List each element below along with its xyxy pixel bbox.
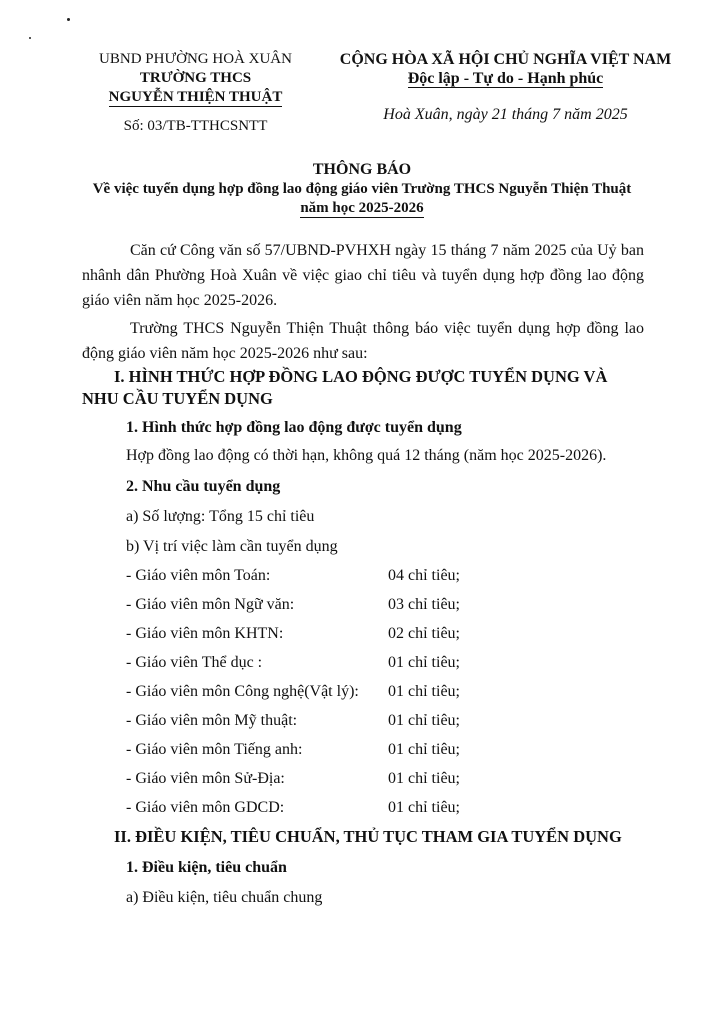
position-name: - Giáo viên môn Mỹ thuật: bbox=[126, 712, 298, 729]
position-quota: 01 chỉ tiêu; bbox=[388, 683, 460, 700]
scan-speck bbox=[29, 37, 31, 39]
nation-name: CỘNG HÒA XÃ HỘI CHỦ NGHĨA VIỆT NAM bbox=[339, 51, 672, 68]
position-name: - Giáo viên môn GDCD: bbox=[126, 799, 285, 816]
positions-label: b) Vị trí việc làm cần tuyển dụng bbox=[126, 538, 338, 555]
position-quota: 03 chỉ tiêu; bbox=[388, 596, 460, 613]
section-1-heading bbox=[82, 366, 644, 410]
heading-text: 1. Hình thức hợp đồng lao động được tuyển dụng bbox=[126, 419, 462, 436]
position-row bbox=[126, 711, 460, 731]
position-name: - Giáo viên môn Tiếng anh: bbox=[126, 741, 303, 758]
position-quota: 02 chỉ tiêu; bbox=[388, 625, 460, 642]
paragraph-announcement bbox=[82, 316, 644, 366]
paragraph-basis bbox=[82, 238, 644, 313]
school-name-line1: TRƯỜNG THCS bbox=[139, 70, 252, 86]
section-2-heading bbox=[82, 826, 644, 848]
paragraph-text: Trường THCS Nguyễn Thiện Thuật thông báo việc tuyển dụng hợp đồng lao động giáo viên năm học 2025-2026 như sau: bbox=[82, 320, 644, 362]
notice-title-block bbox=[40, 160, 684, 218]
heading-text: II. ĐIỀU KIỆN, TIÊU CHUẨN, THỦ TỤC THAM GIA TUYỂN DỤNG bbox=[114, 827, 622, 846]
section-1-1-heading bbox=[82, 417, 644, 439]
position-row bbox=[126, 769, 460, 789]
contract-type-text: Hợp đồng lao động có thời hạn, không quá 12 tháng (năm học 2025-2026). bbox=[126, 447, 607, 464]
authority-name: UBND PHƯỜNG HOÀ XUÂN bbox=[99, 51, 292, 67]
quantity-text: a) Số lượng: Tổng 15 chỉ tiêu bbox=[126, 508, 315, 525]
paragraph-text: Căn cứ Công văn số 57/UBND-PVHXH ngày 15 tháng 7 năm 2025 của Uỷ ban nhânh dân Phường Hoà Xuân về việc giao chỉ tiêu và tuyển dụng hợp đồng lao động giáo viên năm học 2025-2026. bbox=[82, 242, 644, 309]
notice-title: THÔNG BÁO bbox=[312, 161, 412, 178]
school-name-line2: NGUYỄN THIỆN THUẬT bbox=[108, 89, 283, 105]
heading-text: 1. Điều kiện, tiêu chuẩn bbox=[126, 859, 287, 876]
position-quota: 04 chỉ tiêu; bbox=[388, 567, 460, 584]
position-row bbox=[126, 682, 460, 702]
position-name: - Giáo viên môn Sử-Địa: bbox=[126, 770, 285, 787]
issuer-block bbox=[78, 50, 313, 136]
section-1-2-heading bbox=[82, 476, 644, 498]
position-row bbox=[126, 595, 460, 615]
general-conditions-label: a) Điều kiện, tiêu chuẩn chung bbox=[126, 889, 323, 906]
position-row bbox=[126, 624, 460, 644]
position-name: - Giáo viên môn Công nghệ(Vật lý): bbox=[126, 683, 359, 700]
position-quota: 01 chỉ tiêu; bbox=[388, 741, 460, 758]
heading-text: 2. Nhu cầu tuyển dụng bbox=[126, 478, 281, 495]
position-row bbox=[126, 798, 460, 818]
position-quota: 01 chỉ tiêu; bbox=[388, 770, 460, 787]
place-date: Hoà Xuân, ngày 21 tháng 7 năm 2025 bbox=[383, 106, 628, 123]
document-number: Số: 03/TB-TTHCSNTT bbox=[123, 118, 268, 134]
position-name: - Giáo viên môn KHTN: bbox=[126, 625, 284, 642]
national-motto-block bbox=[318, 50, 693, 124]
position-row bbox=[126, 740, 460, 760]
notice-subtitle-line2: năm học 2025-2026 bbox=[300, 200, 424, 216]
heading-text: I. HÌNH THỨC HỢP ĐỒNG LAO ĐỘNG ĐƯỢC TUYỂN DỤNG VÀ NHU CẦU TUYỂN DỤNG bbox=[82, 367, 608, 408]
notice-subtitle-line1: Về việc tuyển dụng hợp đồng lao động giáo viên Trường THCS Nguyễn Thiện Thuật bbox=[92, 181, 632, 197]
position-row bbox=[126, 566, 460, 586]
section-2-1-heading bbox=[82, 857, 644, 879]
position-name: - Giáo viên Thể dục : bbox=[126, 654, 263, 671]
scan-speck bbox=[67, 18, 70, 21]
position-name: - Giáo viên môn Toán: bbox=[126, 567, 271, 584]
position-name: - Giáo viên môn Ngữ văn: bbox=[126, 596, 295, 613]
position-quota: 01 chỉ tiêu; bbox=[388, 712, 460, 729]
position-row bbox=[126, 653, 460, 673]
motto: Độc lập - Tự do - Hạnh phúc bbox=[407, 70, 604, 87]
position-quota: 01 chỉ tiêu; bbox=[388, 654, 460, 671]
position-quota: 01 chỉ tiêu; bbox=[388, 799, 460, 816]
